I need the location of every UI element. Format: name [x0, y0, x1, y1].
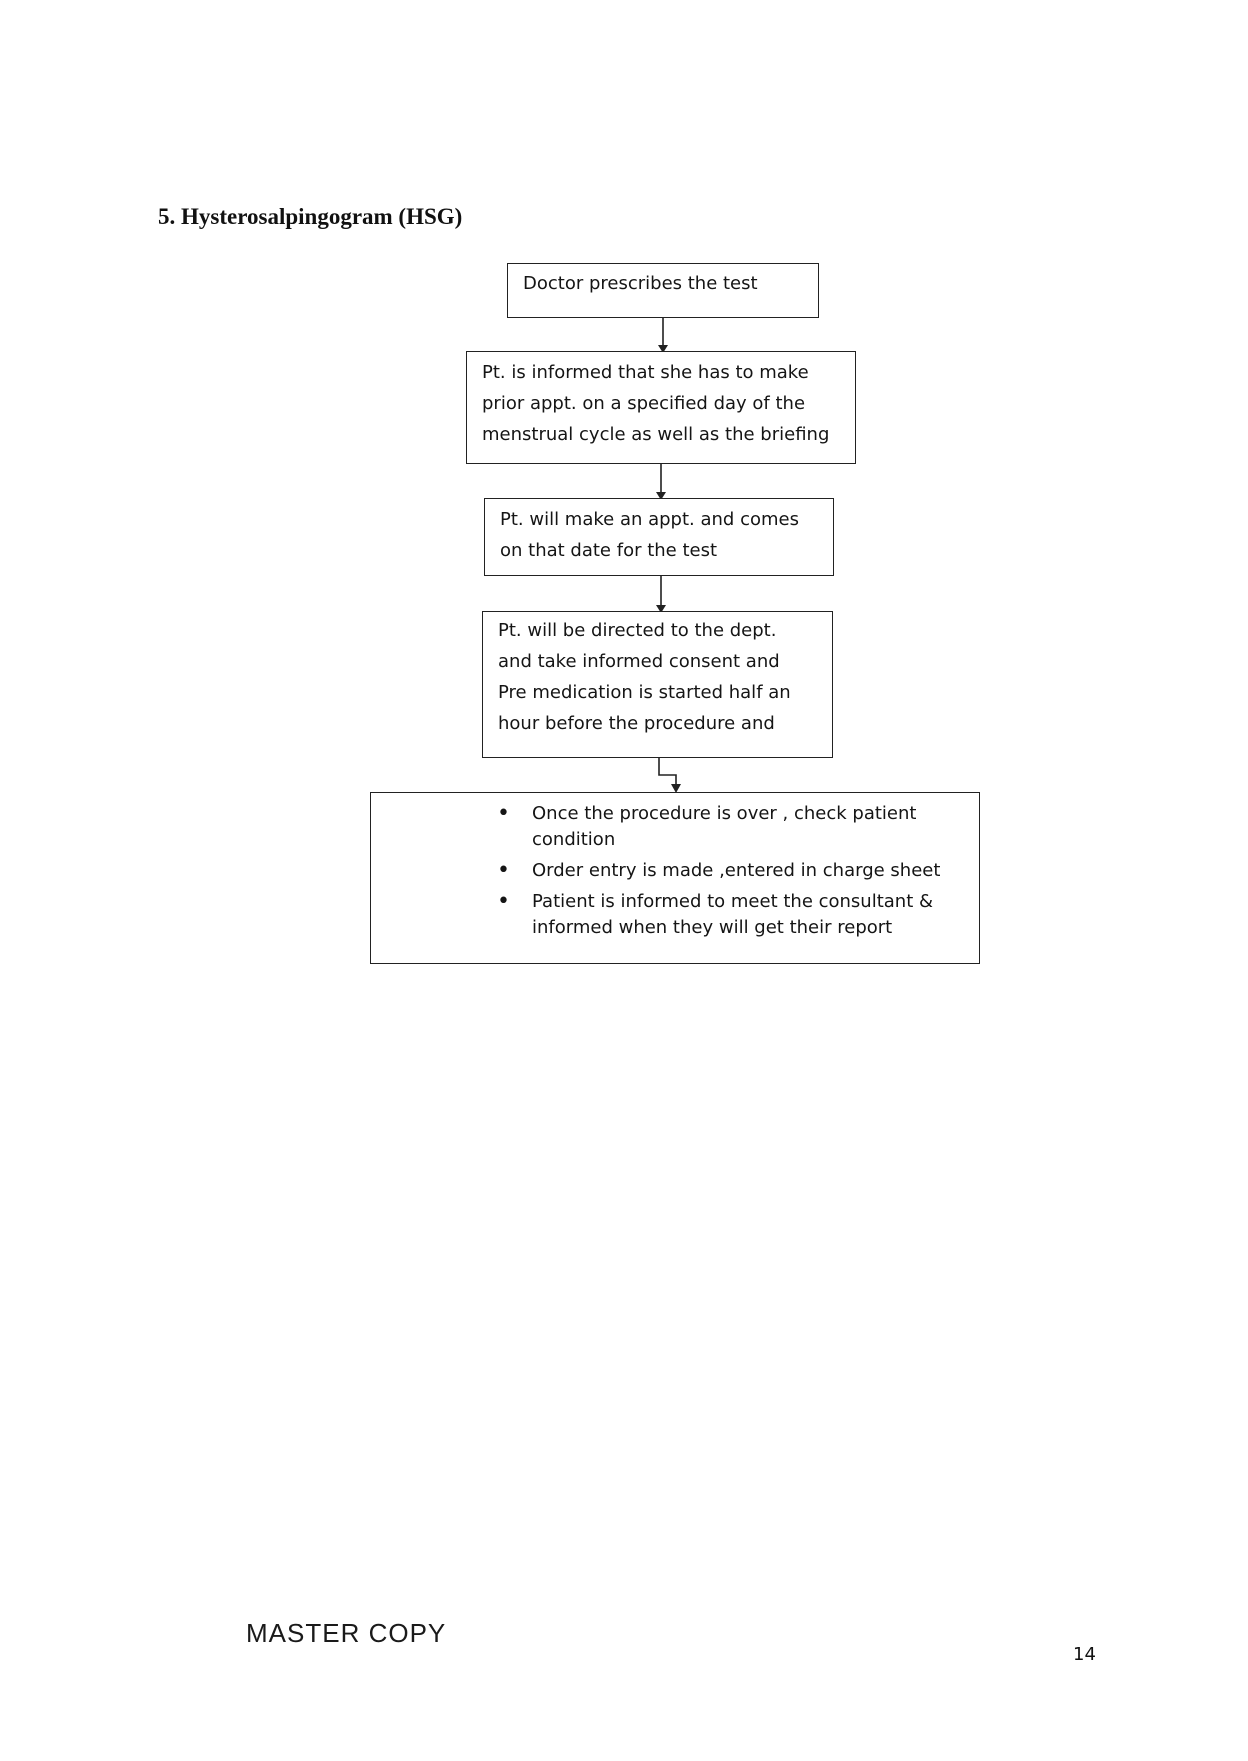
- flow-step-text: hour before the procedure and: [498, 713, 775, 734]
- connector-4-5: [659, 758, 676, 784]
- flow-step-patient-appointment: [484, 498, 834, 576]
- flow-step-post-procedure: [370, 792, 980, 964]
- section-heading: 5. Hysterosalpingogram (HSG): [158, 204, 463, 229]
- flow-step-text: Doctor prescribes the test: [523, 273, 758, 294]
- master-copy-stamp: MASTER COPY: [246, 1618, 447, 1648]
- flow-step-text: Pt. will be directed to the dept.: [498, 620, 777, 641]
- post-procedure-item-text: Once the procedure is over , check patient condition: [532, 803, 917, 850]
- post-procedure-item: [497, 801, 979, 853]
- flow-step-doctor-prescribes: [507, 263, 819, 318]
- flow-step-text: Pre medication is started half an: [498, 682, 791, 703]
- flow-step-text: menstrual cycle as well as the briefing: [482, 424, 830, 445]
- flow-step-text: on that date for the test: [500, 540, 718, 561]
- post-procedure-item: [497, 858, 979, 884]
- flow-step-patient-informed: [466, 351, 856, 464]
- flow-step-text: and take informed consent and: [498, 651, 780, 672]
- post-procedure-item-text: Order entry is made ,entered in charge sheet: [532, 860, 941, 881]
- post-procedure-list: [371, 801, 979, 941]
- flow-step-text: Pt. will make an appt. and comes: [500, 509, 799, 530]
- post-procedure-item: [497, 889, 979, 941]
- flow-step-consent-premedication: [482, 611, 833, 758]
- flow-step-text: Pt. is informed that she has to make: [482, 362, 809, 383]
- post-procedure-item-text: Patient is informed to meet the consultant & informed when they will get their report: [532, 891, 934, 938]
- flow-step-text: prior appt. on a specified day of the: [482, 393, 806, 414]
- page-number: 14: [1073, 1644, 1096, 1665]
